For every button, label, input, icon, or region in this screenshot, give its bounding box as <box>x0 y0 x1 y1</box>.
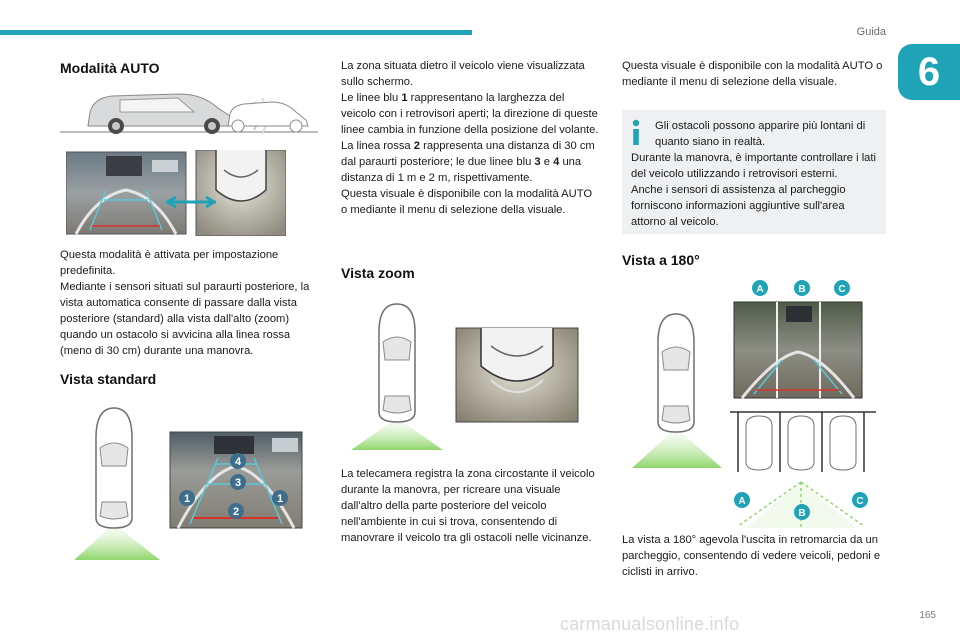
heading-zoom-view: Vista zoom <box>341 265 415 281</box>
standard-view-illustration <box>66 400 312 560</box>
label-c-bottom <box>852 492 868 508</box>
svg-text:A: A <box>738 496 746 507</box>
heading-180-view: Vista a 180° <box>622 252 700 268</box>
heading-standard-view: Vista standard <box>60 371 157 387</box>
marker-1-right <box>272 490 288 506</box>
svg-text:C: C <box>856 496 864 507</box>
auto-mode-text-line-2: Mediante i sensori situati sul paraurti posteriore, la vista automatica consente di passare dalla vista posteriore (standard) alla vista dall'alto (zoom) quando un ostacolo si avvicina alla linea rossa (meno di 30 cm) durante una manovra. <box>60 281 310 357</box>
zoom-view-illustration <box>345 300 585 450</box>
svg-text:3: 3 <box>234 477 242 489</box>
zoom-availability-text: Questa visuale è disponibile con la modalità AUTO o mediante il menu di selezione della visuale. <box>622 60 883 88</box>
info-text-mirrors: Durante la manovra, è importante controllare i lati del veicolo utilizzando i retrovisori esterni. <box>631 152 876 180</box>
watermark: carmanualsonline.info <box>560 614 740 634</box>
header-title: Guida <box>856 26 886 38</box>
svg-text:2: 2 <box>232 506 240 518</box>
header-accent-bar <box>0 30 472 35</box>
marker-1-left <box>179 490 195 506</box>
standard-availability-text: Questa visuale è disponibile con la modalità AUTO o mediante il menu di selezione della visuale. <box>341 188 593 216</box>
view-180-illustration <box>626 276 888 528</box>
svg-text:B: B <box>798 284 806 295</box>
label-c-top <box>834 280 850 296</box>
marker-3 <box>230 474 246 490</box>
info-box <box>622 110 886 234</box>
red-line-text: La linea rossa 2 rappresenta una distanza di 30 cm dal paraurti posteriore; le due linee blu 3 e 4 una distanza di 1 m e 2 m, rispettivamente. <box>341 140 595 184</box>
svg-text:A: A <box>756 284 764 295</box>
blue-lines-text: Le linee blu 1 rappresentano la larghezza del veicolo con i retrovisori aperti; la direzione di queste linee cambia in funzione della posizione del volante. <box>341 92 599 136</box>
auto-mode-text-line-1: Questa modalità è attivata per impostazione predefinita. <box>60 249 279 277</box>
auto-mode-screen-images <box>66 150 286 236</box>
heading-auto-mode: Modalità AUTO <box>60 60 160 76</box>
svg-text:B: B <box>798 508 806 519</box>
svg-text:4: 4 <box>234 456 242 468</box>
label-a-top <box>752 280 768 296</box>
zoom-view-text: La telecamera registra la zona circostante il veicolo durante la manovra, per ricreare una visuale dall'altro della parte posteriore del veicolo nell'ambiente in cui si trova, consentendo di manovrare il veicolo tra gli ostacoli nelle vicinanze. <box>341 468 595 544</box>
info-text-obstacles: Gli ostacoli possono apparire più lontani di quanto siano in realtà. <box>655 120 866 148</box>
svg-text:1: 1 <box>276 493 284 505</box>
page-number: 165 <box>919 610 936 621</box>
camera-zone-text: La zona situata dietro il veicolo viene visualizzata sullo schermo. <box>341 60 585 88</box>
label-b-top <box>794 280 810 296</box>
svg-text:1: 1 <box>183 493 191 505</box>
chapter-tab: 6 <box>898 44 960 100</box>
svg-text:C: C <box>838 284 846 295</box>
label-a-bottom <box>734 492 750 508</box>
marker-2 <box>228 503 244 519</box>
auto-mode-text <box>60 247 318 359</box>
view-180-text: La vista a 180° agevola l'uscita in retromarcia da un parcheggio, consentendo di vedere veicoli, pedoni e ciclisti in arrivo. <box>622 534 881 578</box>
marker-4 <box>230 453 246 469</box>
auto-mode-car-illustration <box>60 84 318 138</box>
label-b-bottom <box>794 504 810 520</box>
info-text-sensors: Anche i sensori di assistenza al parcheggio forniscono informazioni aggiuntive sull'area attorno al veicolo. <box>631 184 846 228</box>
standard-view-description <box>341 58 601 218</box>
info-icon <box>632 119 640 145</box>
